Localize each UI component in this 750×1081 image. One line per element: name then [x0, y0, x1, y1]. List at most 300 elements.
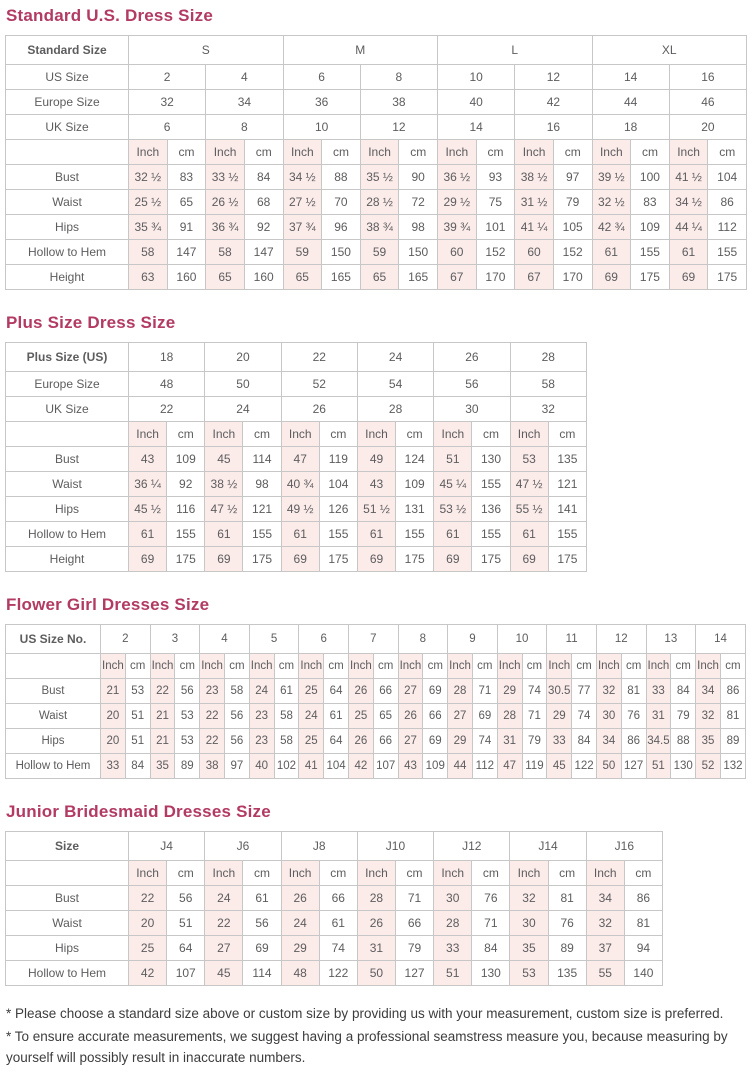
size-cell: J16	[586, 832, 662, 861]
table-row	[6, 447, 587, 472]
footnote: * To ensure accurate measurements, we suggest having a professional seamstress measure you, because measuring by yourself will possibly result in inaccurate numbers.	[6, 1028, 728, 1065]
row-label: Waist	[6, 190, 129, 215]
cm-value: 53	[175, 704, 200, 729]
size-cell: 16	[515, 115, 592, 140]
cm-value: 65	[373, 704, 398, 729]
cm-value: 76	[548, 911, 586, 936]
size-table-section	[5, 595, 746, 779]
corner-label: Standard Size	[6, 36, 129, 65]
table-row	[6, 886, 663, 911]
unit-inch-header: Inch	[200, 654, 225, 679]
inch-value: 33	[101, 754, 126, 779]
cm-value: 58	[224, 679, 249, 704]
unit-cm-header: cm	[423, 654, 448, 679]
unit-cm-header: cm	[167, 422, 205, 447]
size-cell: 14	[438, 115, 515, 140]
cm-value: 51	[167, 911, 205, 936]
inch-value: 31 ½	[515, 190, 554, 215]
inch-value: 30.5	[547, 679, 572, 704]
inch-value: 28	[357, 886, 395, 911]
section-title: Junior Bridesmaid Dresses Size	[6, 802, 271, 821]
cm-value: 175	[548, 547, 586, 572]
unit-inch-header: Inch	[510, 861, 548, 886]
inch-value: 45	[547, 754, 572, 779]
cm-value: 66	[423, 704, 448, 729]
cm-value: 127	[621, 754, 646, 779]
cm-value: 88	[671, 729, 696, 754]
unit-cm-header: cm	[243, 861, 281, 886]
cm-value: 81	[548, 886, 586, 911]
inch-value: 35 ¾	[129, 215, 168, 240]
cm-value: 98	[399, 215, 438, 240]
inch-value: 63	[129, 265, 168, 290]
inch-value: 61	[281, 522, 319, 547]
cm-value: 69	[472, 704, 497, 729]
cm-value: 56	[224, 704, 249, 729]
empty-cell	[6, 654, 101, 679]
inch-value: 20	[101, 729, 126, 754]
inch-value: 32 ½	[592, 190, 631, 215]
size-cell: 10	[497, 625, 547, 654]
inch-value: 34.5	[646, 729, 671, 754]
inch-value: 69	[281, 547, 319, 572]
inch-value: 22	[205, 911, 243, 936]
unit-inch-header: Inch	[129, 140, 168, 165]
row-label: Hollow to Hem	[6, 961, 129, 986]
unit-cm-header: cm	[324, 654, 349, 679]
unit-cm-header: cm	[631, 140, 670, 165]
inch-value: 31	[357, 936, 395, 961]
inch-value: 23	[200, 679, 225, 704]
cm-value: 155	[319, 522, 357, 547]
unit-cm-header: cm	[624, 861, 662, 886]
size-cell: 52	[281, 372, 357, 397]
cm-value: 89	[720, 729, 745, 754]
inch-value: 21	[150, 704, 175, 729]
group-header: L	[438, 36, 593, 65]
size-table-section	[5, 802, 746, 986]
inch-value: 43	[398, 754, 423, 779]
cm-value: 97	[553, 165, 592, 190]
unit-cm-header: cm	[522, 654, 547, 679]
unit-inch-header: Inch	[348, 654, 373, 679]
empty-cell	[6, 861, 129, 886]
row-label: Europe Size	[6, 90, 129, 115]
size-table	[5, 342, 587, 572]
table-row	[6, 961, 663, 986]
unit-inch-header: Inch	[434, 422, 472, 447]
cm-value: 64	[324, 729, 349, 754]
inch-value: 28 ½	[360, 190, 399, 215]
size-cell: 28	[510, 343, 586, 372]
cm-value: 66	[319, 886, 357, 911]
cm-value: 64	[324, 679, 349, 704]
table-row	[6, 115, 747, 140]
cm-value: 150	[399, 240, 438, 265]
size-cell: 56	[434, 372, 510, 397]
cm-value: 175	[631, 265, 670, 290]
inch-value: 26	[281, 886, 319, 911]
inch-value: 21	[101, 679, 126, 704]
inch-value: 38 ¾	[360, 215, 399, 240]
cm-value: 101	[476, 215, 515, 240]
row-label: Bust	[6, 679, 101, 704]
cm-value: 122	[319, 961, 357, 986]
cm-value: 66	[373, 729, 398, 754]
cm-value: 58	[274, 704, 299, 729]
table-row	[6, 729, 746, 754]
inch-value: 27	[398, 729, 423, 754]
row-label: Waist	[6, 911, 129, 936]
cm-value: 114	[243, 961, 281, 986]
cm-value: 51	[125, 729, 150, 754]
unit-cm-header: cm	[319, 422, 357, 447]
inch-value: 29	[547, 704, 572, 729]
inch-value: 24	[249, 679, 274, 704]
inch-value: 33	[646, 679, 671, 704]
cm-value: 86	[624, 886, 662, 911]
inch-value: 26	[348, 729, 373, 754]
unit-inch-header: Inch	[586, 861, 624, 886]
size-cell: 9	[448, 625, 498, 654]
size-table	[5, 624, 746, 779]
cm-value: 53	[125, 679, 150, 704]
unit-cm-header: cm	[708, 140, 747, 165]
cm-value: 81	[720, 704, 745, 729]
inch-value: 27	[398, 679, 423, 704]
size-cell: 28	[357, 397, 433, 422]
cm-value: 84	[472, 936, 510, 961]
inch-value: 52	[696, 754, 721, 779]
inch-value: 55	[586, 961, 624, 986]
unit-inch-header: Inch	[299, 654, 324, 679]
size-cell: 6	[129, 115, 206, 140]
cm-value: 58	[274, 729, 299, 754]
size-cell: 34	[206, 90, 283, 115]
cm-value: 66	[395, 911, 433, 936]
table-row	[6, 397, 587, 422]
inch-value: 61	[669, 240, 708, 265]
size-cell: 24	[357, 343, 433, 372]
inch-value: 51	[434, 961, 472, 986]
inch-value: 35	[150, 754, 175, 779]
inch-value: 22	[129, 886, 167, 911]
cm-value: 155	[631, 240, 670, 265]
table-row	[6, 704, 746, 729]
corner-label: Plus Size (US)	[6, 343, 129, 372]
size-cell: 32	[510, 397, 586, 422]
inch-value: 47	[497, 754, 522, 779]
size-cell: 22	[281, 343, 357, 372]
cm-value: 130	[472, 447, 510, 472]
cm-value: 61	[324, 704, 349, 729]
cm-value: 155	[708, 240, 747, 265]
inch-value: 24	[299, 704, 324, 729]
cm-value: 74	[472, 729, 497, 754]
section-title: Plus Size Dress Size	[6, 313, 176, 332]
size-cell: J12	[434, 832, 510, 861]
cm-value: 94	[624, 936, 662, 961]
tables-container	[5, 6, 746, 986]
inch-value: 45 ¼	[434, 472, 472, 497]
table-row	[6, 65, 747, 90]
cm-value: 71	[522, 704, 547, 729]
inch-value: 58	[129, 240, 168, 265]
cm-value: 89	[175, 754, 200, 779]
unit-inch-header: Inch	[398, 654, 423, 679]
size-cell: 20	[205, 343, 281, 372]
inch-value: 34	[696, 679, 721, 704]
inch-value: 35	[510, 936, 548, 961]
inch-value: 34 ½	[669, 190, 708, 215]
cm-value: 69	[243, 936, 281, 961]
unit-inch-header: Inch	[357, 861, 395, 886]
inch-value: 59	[283, 240, 322, 265]
inch-value: 51	[434, 447, 472, 472]
cm-value: 75	[476, 190, 515, 215]
unit-cm-header: cm	[720, 654, 745, 679]
row-label: Hips	[6, 936, 129, 961]
size-cell: 58	[510, 372, 586, 397]
inch-value: 29	[448, 729, 473, 754]
cm-value: 112	[708, 215, 747, 240]
inch-value: 37 ¾	[283, 215, 322, 240]
cm-value: 51	[125, 704, 150, 729]
cm-value: 74	[522, 679, 547, 704]
inch-value: 65	[283, 265, 322, 290]
inch-value: 20	[129, 911, 167, 936]
cm-value: 53	[175, 729, 200, 754]
cm-value: 160	[167, 265, 206, 290]
inch-value: 60	[515, 240, 554, 265]
cm-value: 81	[621, 679, 646, 704]
cm-value: 155	[548, 522, 586, 547]
inch-value: 47	[281, 447, 319, 472]
inch-value: 29 ½	[438, 190, 477, 215]
row-label: Hollow to Hem	[6, 240, 129, 265]
inch-value: 28	[448, 679, 473, 704]
inch-value: 51 ½	[357, 497, 395, 522]
unit-inch-header: Inch	[206, 140, 245, 165]
corner-label: Size	[6, 832, 129, 861]
size-cell: 16	[669, 65, 746, 90]
size-cell: 2	[129, 65, 206, 90]
inch-value: 61	[357, 522, 395, 547]
unit-inch-header: Inch	[281, 422, 319, 447]
inch-value: 25	[129, 936, 167, 961]
inch-value: 43	[357, 472, 395, 497]
cm-value: 56	[224, 729, 249, 754]
inch-value: 61	[205, 522, 243, 547]
size-cell: 40	[438, 90, 515, 115]
inch-value: 69	[205, 547, 243, 572]
inch-value: 30	[596, 704, 621, 729]
footnotes	[5, 1004, 750, 1069]
cm-value: 100	[631, 165, 670, 190]
size-cell: 4	[206, 65, 283, 90]
unit-cm-header: cm	[472, 654, 497, 679]
inch-value: 69	[357, 547, 395, 572]
cm-value: 86	[708, 190, 747, 215]
row-label: UK Size	[6, 115, 129, 140]
inch-value: 26	[357, 911, 395, 936]
inch-value: 49	[357, 447, 395, 472]
unit-cm-header: cm	[476, 140, 515, 165]
unit-cm-header: cm	[553, 140, 592, 165]
inch-value: 25	[348, 704, 373, 729]
size-cell: 14	[696, 625, 746, 654]
unit-inch-header: Inch	[547, 654, 572, 679]
cm-value: 64	[167, 936, 205, 961]
unit-row	[6, 654, 746, 679]
inch-value: 39 ¾	[438, 215, 477, 240]
cm-value: 71	[472, 911, 510, 936]
unit-cm-header: cm	[395, 861, 433, 886]
table-row	[6, 372, 587, 397]
inch-value: 69	[129, 547, 167, 572]
inch-value: 51	[646, 754, 671, 779]
row-label: Height	[6, 265, 129, 290]
inch-value: 61	[592, 240, 631, 265]
cm-value: 135	[548, 961, 586, 986]
inch-value: 27 ½	[283, 190, 322, 215]
unit-cm-header: cm	[224, 654, 249, 679]
inch-value: 61	[434, 522, 472, 547]
inch-value: 24	[205, 886, 243, 911]
inch-value: 37	[586, 936, 624, 961]
cm-value: 121	[548, 472, 586, 497]
cm-value: 155	[472, 522, 510, 547]
cm-value: 109	[423, 754, 448, 779]
unit-cm-header: cm	[399, 140, 438, 165]
inch-value: 44	[448, 754, 473, 779]
cm-value: 109	[396, 472, 434, 497]
cm-value: 119	[319, 447, 357, 472]
inch-value: 32 ½	[129, 165, 168, 190]
cm-value: 155	[243, 522, 281, 547]
inch-value: 49 ½	[281, 497, 319, 522]
inch-value: 67	[515, 265, 554, 290]
table-row	[6, 90, 747, 115]
cm-value: 170	[553, 265, 592, 290]
unit-cm-header: cm	[671, 654, 696, 679]
inch-value: 29	[281, 936, 319, 961]
inch-value: 40	[249, 754, 274, 779]
row-label: Bust	[6, 886, 129, 911]
inch-value: 53 ½	[434, 497, 472, 522]
inch-value: 34 ½	[283, 165, 322, 190]
cm-value: 175	[167, 547, 205, 572]
unit-cm-header: cm	[244, 140, 283, 165]
cm-value: 107	[373, 754, 398, 779]
cm-value: 130	[671, 754, 696, 779]
inch-value: 45 ½	[129, 497, 167, 522]
inch-value: 41 ¼	[515, 215, 554, 240]
size-cell: 8	[398, 625, 448, 654]
size-cell: 42	[515, 90, 592, 115]
row-label: Hips	[6, 215, 129, 240]
inch-value: 38	[200, 754, 225, 779]
inch-value: 44 ¼	[669, 215, 708, 240]
unit-cm-header: cm	[167, 140, 206, 165]
inch-value: 34	[596, 729, 621, 754]
inch-value: 45	[205, 961, 243, 986]
inch-value: 35	[696, 729, 721, 754]
unit-cm-header: cm	[548, 861, 586, 886]
inch-value: 53	[510, 961, 548, 986]
cm-value: 114	[243, 447, 281, 472]
cm-value: 79	[553, 190, 592, 215]
unit-inch-header: Inch	[283, 140, 322, 165]
cm-value: 91	[167, 215, 206, 240]
row-label: Bust	[6, 165, 129, 190]
unit-inch-header: Inch	[357, 422, 395, 447]
size-cell: 44	[592, 90, 669, 115]
inch-value: 69	[592, 265, 631, 290]
inch-value: 61	[129, 522, 167, 547]
inch-value: 69	[510, 547, 548, 572]
cm-value: 135	[548, 447, 586, 472]
table-row	[6, 522, 587, 547]
inch-value: 30	[510, 911, 548, 936]
cm-value: 84	[125, 754, 150, 779]
inch-value: 27	[205, 936, 243, 961]
cm-value: 107	[167, 961, 205, 986]
inch-value: 36 ¼	[129, 472, 167, 497]
unit-inch-header: Inch	[515, 140, 554, 165]
inch-value: 50	[596, 754, 621, 779]
inch-value: 36 ¾	[206, 215, 245, 240]
cm-value: 104	[708, 165, 747, 190]
cm-value: 165	[399, 265, 438, 290]
cm-value: 152	[476, 240, 515, 265]
unit-inch-header: Inch	[596, 654, 621, 679]
size-cell: 22	[129, 397, 205, 422]
size-cell: 18	[592, 115, 669, 140]
table-row	[6, 472, 587, 497]
unit-inch-header: Inch	[448, 654, 473, 679]
empty-cell	[6, 422, 129, 447]
cm-value: 65	[167, 190, 206, 215]
cm-value: 88	[322, 165, 361, 190]
inch-value: 26	[348, 679, 373, 704]
size-cell: 11	[547, 625, 597, 654]
size-cell: 38	[360, 90, 437, 115]
unit-inch-header: Inch	[150, 654, 175, 679]
unit-inch-header: Inch	[510, 422, 548, 447]
unit-inch-header: Inch	[129, 422, 167, 447]
cm-value: 81	[624, 911, 662, 936]
inch-value: 43	[129, 447, 167, 472]
corner-label: US Size No.	[6, 625, 101, 654]
cm-value: 141	[548, 497, 586, 522]
inch-value: 32	[596, 679, 621, 704]
inch-value: 69	[669, 265, 708, 290]
cm-value: 131	[396, 497, 434, 522]
unit-cm-header: cm	[243, 422, 281, 447]
cm-value: 66	[373, 679, 398, 704]
inch-value: 28	[434, 911, 472, 936]
size-cell: 2	[101, 625, 151, 654]
size-table-section	[5, 313, 746, 572]
inch-value: 32	[510, 886, 548, 911]
table-row	[6, 165, 747, 190]
inch-value: 65	[360, 265, 399, 290]
unit-cm-header: cm	[472, 861, 510, 886]
cm-value: 152	[553, 240, 592, 265]
inch-value: 33 ½	[206, 165, 245, 190]
size-cell: 24	[205, 397, 281, 422]
